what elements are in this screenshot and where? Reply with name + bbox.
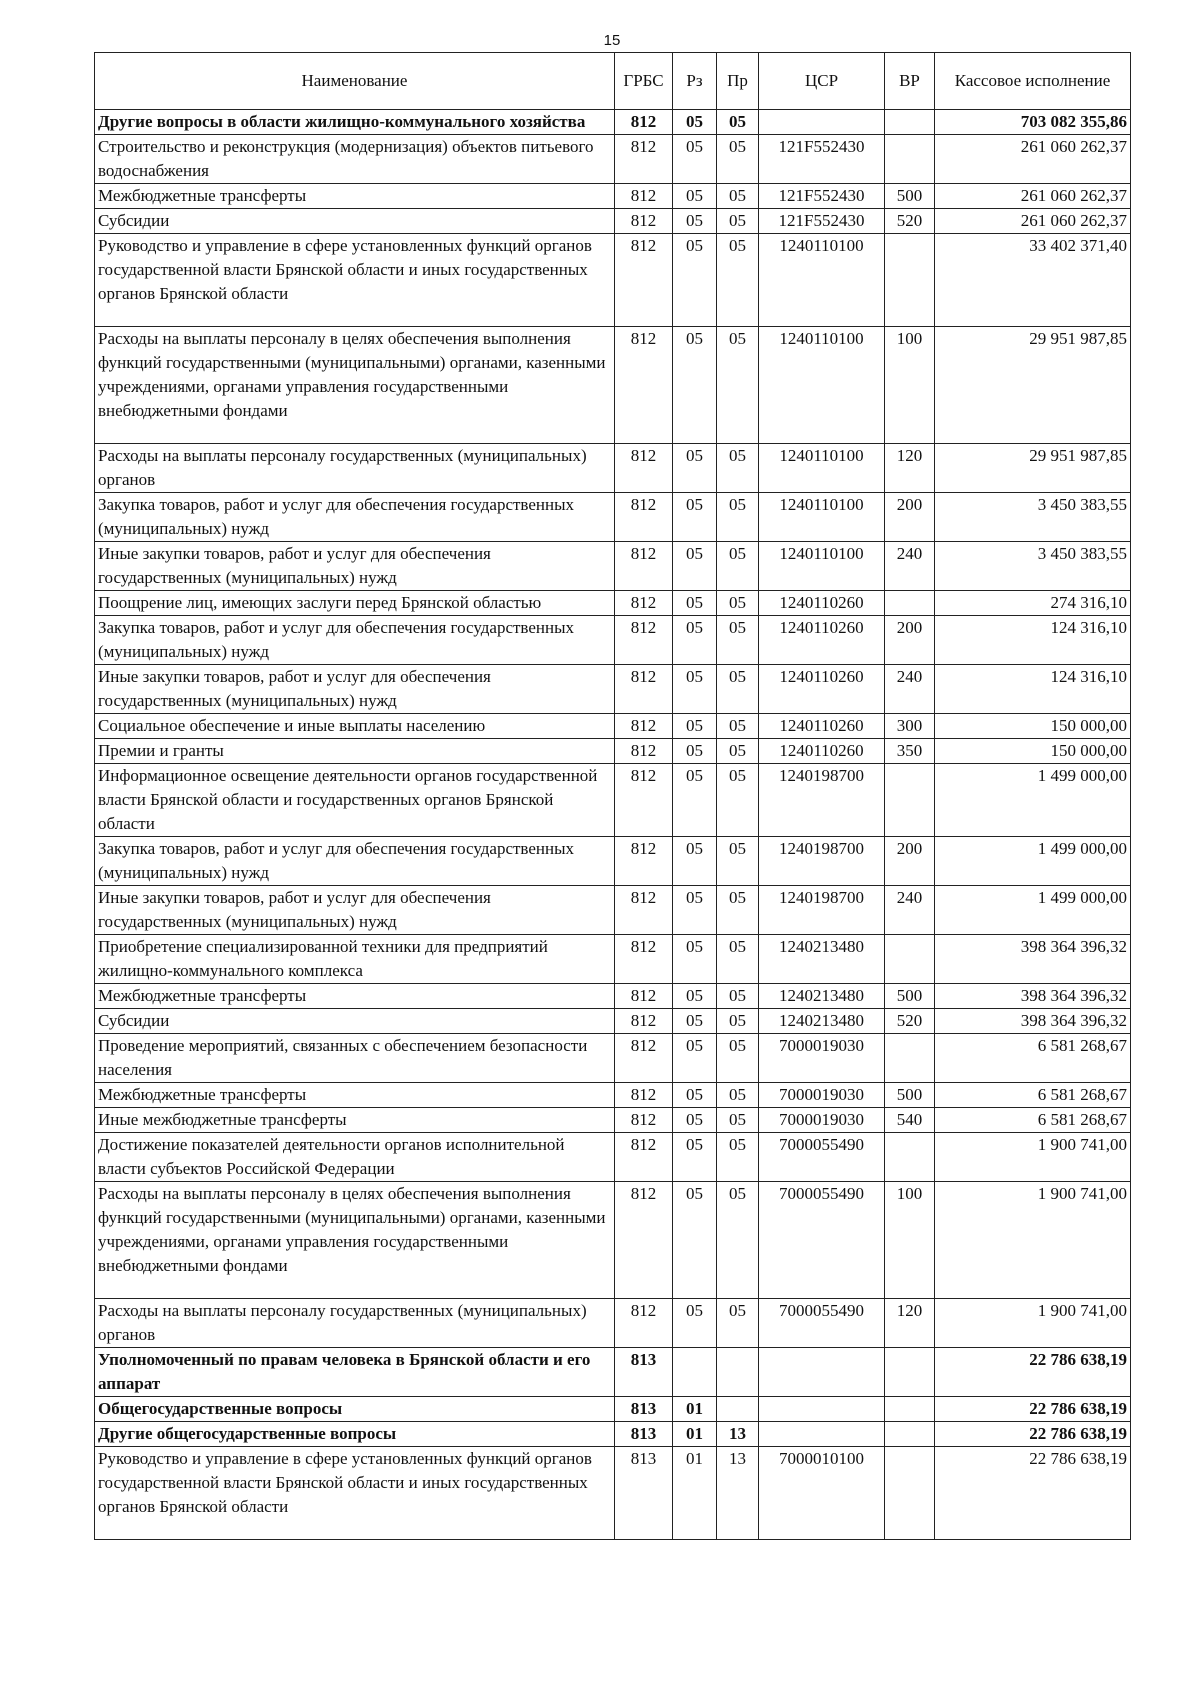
cell-grbs: 812 — [615, 714, 673, 739]
cell-name: Социальное обеспечение и иные выплаты населению — [95, 714, 615, 739]
header-amount: Кассовое исполнение — [935, 53, 1131, 110]
cell-amount: 3 450 383,55 — [935, 493, 1131, 542]
table-row — [95, 444, 1131, 493]
cell-pr: 05 — [717, 234, 759, 327]
table-row — [95, 184, 1131, 209]
cell-amount: 703 082 355,86 — [935, 110, 1131, 135]
cell-name: Иные закупки товаров, работ и услуг для обеспечения государственных (муниципальных) нужд — [95, 542, 615, 591]
cell-vr: 120 — [885, 444, 935, 493]
cell-amount: 29 951 987,85 — [935, 444, 1131, 493]
cell-name: Премии и гранты — [95, 739, 615, 764]
cell-grbs: 813 — [615, 1422, 673, 1447]
cell-rz: 05 — [673, 493, 717, 542]
cell-grbs: 812 — [615, 209, 673, 234]
cell-grbs: 812 — [615, 110, 673, 135]
table-row — [95, 714, 1131, 739]
cell-rz: 05 — [673, 886, 717, 935]
cell-rz: 05 — [673, 764, 717, 837]
cell-amount: 22 786 638,19 — [935, 1447, 1131, 1540]
cell-rz: 01 — [673, 1397, 717, 1422]
cell-vr: 500 — [885, 184, 935, 209]
table-row — [95, 1182, 1131, 1299]
cell-csr: 7000055490 — [759, 1133, 885, 1182]
cell-rz: 05 — [673, 1299, 717, 1348]
cell-vr — [885, 1034, 935, 1083]
cell-csr: 1240110100 — [759, 327, 885, 444]
cell-pr: 05 — [717, 1108, 759, 1133]
cell-vr: 200 — [885, 837, 935, 886]
cell-grbs: 812 — [615, 1009, 673, 1034]
cell-vr — [885, 935, 935, 984]
cell-name: Субсидии — [95, 209, 615, 234]
cell-vr — [885, 234, 935, 327]
cell-amount: 261 060 262,37 — [935, 209, 1131, 234]
table-row — [95, 1108, 1131, 1133]
cell-amount: 1 900 741,00 — [935, 1182, 1131, 1299]
cell-amount: 150 000,00 — [935, 739, 1131, 764]
table-row — [95, 1422, 1131, 1447]
cell-rz: 05 — [673, 591, 717, 616]
cell-name: Иные закупки товаров, работ и услуг для обеспечения государственных (муниципальных) нужд — [95, 886, 615, 935]
cell-vr: 240 — [885, 886, 935, 935]
cell-rz: 05 — [673, 1182, 717, 1299]
cell-amount: 1 499 000,00 — [935, 837, 1131, 886]
cell-csr: 121F552430 — [759, 184, 885, 209]
cell-amount: 3 450 383,55 — [935, 542, 1131, 591]
header-vr: ВР — [885, 53, 935, 110]
cell-rz: 05 — [673, 444, 717, 493]
cell-grbs: 812 — [615, 837, 673, 886]
table-row — [95, 110, 1131, 135]
cell-vr — [885, 1397, 935, 1422]
cell-rz: 01 — [673, 1447, 717, 1540]
cell-csr: 1240213480 — [759, 984, 885, 1009]
header-rz: Рз — [673, 53, 717, 110]
cell-vr — [885, 1447, 935, 1540]
table-row — [95, 493, 1131, 542]
table-row — [95, 665, 1131, 714]
cell-name: Достижение показателей деятельности органов исполнительной власти субъектов Российской Федерации — [95, 1133, 615, 1182]
table-row — [95, 1034, 1131, 1083]
cell-csr: 1240213480 — [759, 1009, 885, 1034]
cell-csr — [759, 1397, 885, 1422]
cell-vr: 500 — [885, 984, 935, 1009]
table-row — [95, 984, 1131, 1009]
cell-pr: 05 — [717, 665, 759, 714]
table-row — [95, 327, 1131, 444]
cell-vr: 120 — [885, 1299, 935, 1348]
cell-grbs: 812 — [615, 542, 673, 591]
cell-vr — [885, 1422, 935, 1447]
table-row — [95, 591, 1131, 616]
cell-rz: 05 — [673, 1034, 717, 1083]
cell-pr — [717, 1348, 759, 1397]
cell-grbs: 812 — [615, 327, 673, 444]
table-row — [95, 1083, 1131, 1108]
cell-csr: 7000019030 — [759, 1034, 885, 1083]
cell-pr: 05 — [717, 616, 759, 665]
cell-amount: 22 786 638,19 — [935, 1422, 1131, 1447]
cell-csr: 1240198700 — [759, 764, 885, 837]
cell-pr: 05 — [717, 444, 759, 493]
cell-grbs: 812 — [615, 764, 673, 837]
cell-pr — [717, 1397, 759, 1422]
budget-execution-table — [94, 52, 1131, 1540]
header-name: Наименование — [95, 53, 615, 110]
cell-csr: 1240110100 — [759, 444, 885, 493]
cell-grbs: 812 — [615, 234, 673, 327]
table-row — [95, 234, 1131, 327]
cell-grbs: 812 — [615, 1034, 673, 1083]
cell-name: Расходы на выплаты персоналу государственных (муниципальных) органов — [95, 444, 615, 493]
cell-grbs: 813 — [615, 1397, 673, 1422]
cell-pr: 05 — [717, 135, 759, 184]
cell-vr — [885, 1133, 935, 1182]
cell-amount: 1 499 000,00 — [935, 886, 1131, 935]
cell-name: Другие общегосударственные вопросы — [95, 1422, 615, 1447]
cell-csr: 1240213480 — [759, 935, 885, 984]
cell-name: Поощрение лиц, имеющих заслуги перед Брянской областью — [95, 591, 615, 616]
cell-name: Расходы на выплаты персоналу в целях обеспечения выполнения функций государственными (муниципальными) органами, казенными учреждениями, органами управления государственными внебюджетными фондами — [95, 327, 615, 444]
cell-rz: 05 — [673, 665, 717, 714]
cell-rz: 05 — [673, 110, 717, 135]
cell-csr: 121F552430 — [759, 135, 885, 184]
cell-rz: 05 — [673, 714, 717, 739]
cell-csr: 7000055490 — [759, 1182, 885, 1299]
cell-pr: 05 — [717, 886, 759, 935]
cell-rz: 05 — [673, 739, 717, 764]
cell-name: Межбюджетные трансферты — [95, 984, 615, 1009]
table-row — [95, 1447, 1131, 1540]
cell-rz: 05 — [673, 1133, 717, 1182]
cell-pr: 05 — [717, 1083, 759, 1108]
cell-amount: 6 581 268,67 — [935, 1108, 1131, 1133]
cell-pr: 05 — [717, 591, 759, 616]
cell-rz: 01 — [673, 1422, 717, 1447]
cell-csr: 1240198700 — [759, 886, 885, 935]
cell-amount: 124 316,10 — [935, 616, 1131, 665]
cell-pr: 05 — [717, 984, 759, 1009]
cell-name: Информационное освещение деятельности органов государственной власти Брянской области и государственных органов Брянской области — [95, 764, 615, 837]
cell-pr: 05 — [717, 1009, 759, 1034]
cell-pr: 13 — [717, 1422, 759, 1447]
cell-name: Руководство и управление в сфере установленных функций органов государственной власти Брянской области и иных государственных органов Брянской области — [95, 234, 615, 327]
table-row — [95, 739, 1131, 764]
table-row — [95, 1133, 1131, 1182]
cell-vr: 240 — [885, 542, 935, 591]
cell-pr: 05 — [717, 209, 759, 234]
cell-amount: 22 786 638,19 — [935, 1348, 1131, 1397]
cell-amount: 22 786 638,19 — [935, 1397, 1131, 1422]
cell-rz: 05 — [673, 327, 717, 444]
cell-name: Другие вопросы в области жилищно-коммунального хозяйства — [95, 110, 615, 135]
table-row — [95, 209, 1131, 234]
cell-amount: 398 364 396,32 — [935, 984, 1131, 1009]
cell-rz: 05 — [673, 1009, 717, 1034]
cell-amount: 398 364 396,32 — [935, 935, 1131, 984]
cell-csr: 121F552430 — [759, 209, 885, 234]
cell-amount: 274 316,10 — [935, 591, 1131, 616]
table-row — [95, 1397, 1131, 1422]
cell-csr: 1240110260 — [759, 714, 885, 739]
cell-name: Закупка товаров, работ и услуг для обеспечения государственных (муниципальных) нужд — [95, 837, 615, 886]
cell-csr — [759, 110, 885, 135]
cell-grbs: 812 — [615, 444, 673, 493]
cell-name: Расходы на выплаты персоналу государственных (муниципальных) органов — [95, 1299, 615, 1348]
cell-vr: 240 — [885, 665, 935, 714]
cell-name: Проведение мероприятий, связанных с обеспечением безопасности населения — [95, 1034, 615, 1083]
cell-name: Уполномоченный по правам человека в Брянской области и его аппарат — [95, 1348, 615, 1397]
cell-name: Субсидии — [95, 1009, 615, 1034]
cell-pr: 05 — [717, 493, 759, 542]
cell-csr — [759, 1348, 885, 1397]
cell-pr: 05 — [717, 184, 759, 209]
cell-name: Руководство и управление в сфере установленных функций органов государственной власти Брянской области и иных государственных органов Брянской области — [95, 1447, 615, 1540]
cell-csr: 1240110100 — [759, 493, 885, 542]
cell-name: Приобретение специализированной техники для предприятий жилищно-коммунального комплекса — [95, 935, 615, 984]
table-row — [95, 1009, 1131, 1034]
cell-amount: 6 581 268,67 — [935, 1083, 1131, 1108]
cell-rz: 05 — [673, 984, 717, 1009]
cell-vr: 540 — [885, 1108, 935, 1133]
cell-rz: 05 — [673, 1108, 717, 1133]
cell-pr: 05 — [717, 327, 759, 444]
cell-rz: 05 — [673, 209, 717, 234]
cell-name: Закупка товаров, работ и услуг для обеспечения государственных (муниципальных) нужд — [95, 493, 615, 542]
cell-amount: 150 000,00 — [935, 714, 1131, 739]
header-pr: Пр — [717, 53, 759, 110]
cell-name: Общегосударственные вопросы — [95, 1397, 615, 1422]
cell-pr: 13 — [717, 1447, 759, 1540]
table-row — [95, 837, 1131, 886]
cell-csr — [759, 1422, 885, 1447]
cell-vr: 300 — [885, 714, 935, 739]
cell-amount: 29 951 987,85 — [935, 327, 1131, 444]
cell-grbs: 812 — [615, 739, 673, 764]
table-row — [95, 764, 1131, 837]
cell-grbs: 812 — [615, 1108, 673, 1133]
cell-grbs: 812 — [615, 886, 673, 935]
cell-csr: 1240198700 — [759, 837, 885, 886]
cell-grbs: 813 — [615, 1447, 673, 1540]
cell-name: Иные закупки товаров, работ и услуг для обеспечения государственных (муниципальных) нужд — [95, 665, 615, 714]
cell-vr — [885, 135, 935, 184]
cell-amount: 33 402 371,40 — [935, 234, 1131, 327]
cell-vr: 520 — [885, 1009, 935, 1034]
cell-csr: 1240110260 — [759, 665, 885, 714]
table-row — [95, 135, 1131, 184]
cell-grbs: 812 — [615, 135, 673, 184]
table-row — [95, 542, 1131, 591]
cell-vr — [885, 110, 935, 135]
cell-grbs: 812 — [615, 184, 673, 209]
cell-csr: 7000019030 — [759, 1108, 885, 1133]
cell-pr: 05 — [717, 110, 759, 135]
header-csr: ЦСР — [759, 53, 885, 110]
page-number: 15 — [603, 32, 621, 49]
cell-rz: 05 — [673, 542, 717, 591]
cell-grbs: 812 — [615, 493, 673, 542]
cell-amount: 398 364 396,32 — [935, 1009, 1131, 1034]
cell-amount: 1 499 000,00 — [935, 764, 1131, 837]
cell-vr: 200 — [885, 616, 935, 665]
cell-vr: 100 — [885, 1182, 935, 1299]
cell-amount: 1 900 741,00 — [935, 1133, 1131, 1182]
cell-pr: 05 — [717, 764, 759, 837]
cell-rz: 05 — [673, 135, 717, 184]
table-row — [95, 935, 1131, 984]
cell-amount: 124 316,10 — [935, 665, 1131, 714]
cell-csr: 7000010100 — [759, 1447, 885, 1540]
table-row — [95, 886, 1131, 935]
table-header-row — [95, 53, 1131, 110]
cell-amount: 261 060 262,37 — [935, 184, 1131, 209]
cell-rz: 05 — [673, 184, 717, 209]
cell-pr: 05 — [717, 1034, 759, 1083]
cell-vr — [885, 764, 935, 837]
cell-grbs: 812 — [615, 984, 673, 1009]
cell-grbs: 812 — [615, 1083, 673, 1108]
cell-amount: 6 581 268,67 — [935, 1034, 1131, 1083]
cell-name: Расходы на выплаты персоналу в целях обеспечения выполнения функций государственными (муниципальными) органами, казенными учреждениями, органами управления государственными внебюджетными фондами — [95, 1182, 615, 1299]
cell-pr: 05 — [717, 714, 759, 739]
cell-pr: 05 — [717, 935, 759, 984]
cell-rz: 05 — [673, 616, 717, 665]
cell-grbs: 812 — [615, 665, 673, 714]
cell-name: Иные межбюджетные трансферты — [95, 1108, 615, 1133]
cell-pr: 05 — [717, 1133, 759, 1182]
cell-vr: 500 — [885, 1083, 935, 1108]
table-row — [95, 1348, 1131, 1397]
cell-csr: 7000019030 — [759, 1083, 885, 1108]
cell-amount: 261 060 262,37 — [935, 135, 1131, 184]
table-body — [95, 110, 1131, 1540]
cell-vr: 350 — [885, 739, 935, 764]
cell-name: Строительство и реконструкция (модернизация) объектов питьевого водоснабжения — [95, 135, 615, 184]
table-row — [95, 616, 1131, 665]
header-grbs: ГРБС — [615, 53, 673, 110]
cell-name: Межбюджетные трансферты — [95, 184, 615, 209]
cell-grbs: 812 — [615, 935, 673, 984]
cell-rz — [673, 1348, 717, 1397]
cell-pr: 05 — [717, 542, 759, 591]
cell-pr: 05 — [717, 739, 759, 764]
cell-grbs: 812 — [615, 1182, 673, 1299]
table-row — [95, 1299, 1131, 1348]
cell-pr: 05 — [717, 1182, 759, 1299]
cell-csr: 1240110260 — [759, 616, 885, 665]
cell-vr: 100 — [885, 327, 935, 444]
cell-rz: 05 — [673, 1083, 717, 1108]
cell-rz: 05 — [673, 234, 717, 327]
cell-pr: 05 — [717, 837, 759, 886]
cell-grbs: 813 — [615, 1348, 673, 1397]
cell-csr: 7000055490 — [759, 1299, 885, 1348]
cell-pr: 05 — [717, 1299, 759, 1348]
cell-csr: 1240110100 — [759, 542, 885, 591]
cell-name: Межбюджетные трансферты — [95, 1083, 615, 1108]
cell-vr — [885, 1348, 935, 1397]
cell-grbs: 812 — [615, 1299, 673, 1348]
cell-rz: 05 — [673, 837, 717, 886]
cell-vr: 520 — [885, 209, 935, 234]
cell-grbs: 812 — [615, 616, 673, 665]
cell-grbs: 812 — [615, 591, 673, 616]
cell-csr: 1240110260 — [759, 739, 885, 764]
cell-name: Закупка товаров, работ и услуг для обеспечения государственных (муниципальных) нужд — [95, 616, 615, 665]
cell-grbs: 812 — [615, 1133, 673, 1182]
cell-csr: 1240110260 — [759, 591, 885, 616]
cell-csr: 1240110100 — [759, 234, 885, 327]
cell-amount: 1 900 741,00 — [935, 1299, 1131, 1348]
cell-rz: 05 — [673, 935, 717, 984]
cell-vr — [885, 591, 935, 616]
cell-vr: 200 — [885, 493, 935, 542]
